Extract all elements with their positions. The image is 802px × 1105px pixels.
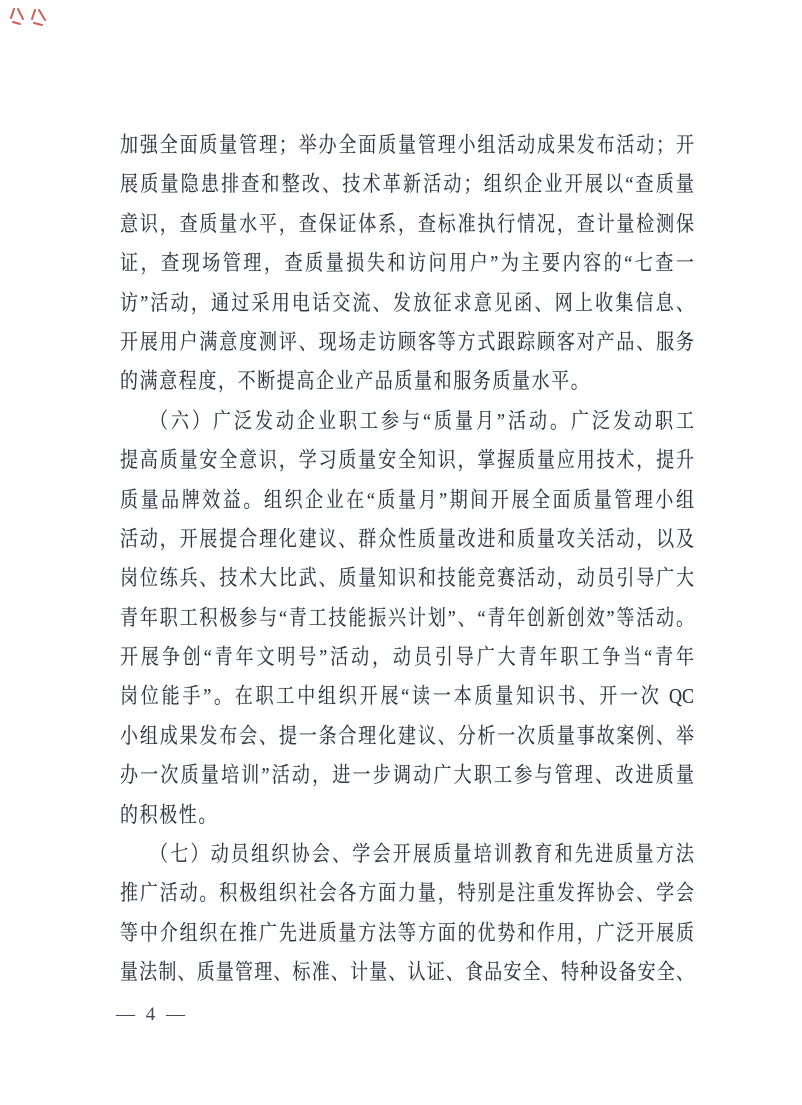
text-line: 活动，开展提合理化建议、群众性质量改进和质量攻关活动，以及 xyxy=(120,526,694,551)
text-line: 访”活动，通过采用电话交流、发放征求意见函、网上收集信息、 xyxy=(120,290,694,315)
text-line: 的积极性。 xyxy=(120,802,218,827)
text-line: 加强全面质量管理；举办全面质量管理小组活动成果发布活动；开 xyxy=(120,132,694,157)
text-line: 办一次质量培训”活动，进一步调动广大职工参与管理、改进质量 xyxy=(120,763,694,788)
text-line: 证，查现场管理，查质量损失和访问用户”为主要内容的“七查一 xyxy=(120,251,694,276)
document-body xyxy=(120,126,694,993)
text-line: （七）动员组织协会、学会开展质量培训教育和先进质量方法 xyxy=(150,841,694,866)
text-line: 的满意程度，不断提高企业产品质量和服务质量水平。 xyxy=(120,369,591,394)
text-line: 青年职工积极参与“青工技能振兴计划”、“青年创新创效”等活动。 xyxy=(120,605,694,630)
text-line: 开展争创“青年文明号”活动，动员引导广大青年职工争当“青年 xyxy=(120,644,694,669)
page-number: — 4 — xyxy=(116,1004,188,1025)
text-line: 意识，查质量水平，查保证体系，查标准执行情况，查计量检测保 xyxy=(120,211,694,236)
text-line: 推广活动。积极组织社会各方面力量，特别是注重发挥协会、学会 xyxy=(120,881,694,906)
text-line: 开展用户满意度测评、现场走访顾客等方式跟踪顾客对产品、服务 xyxy=(120,329,694,354)
text-line: 岗位练兵、技术大比武、质量知识和技能竞赛活动，动员引导广大 xyxy=(120,566,694,591)
text-line: 展质量隐患排查和整改、技术革新活动；组织企业开展以“查质量 xyxy=(120,172,694,197)
text-line: 质量品牌效益。组织企业在“质量月”期间开展全面质量管理小组 xyxy=(120,487,694,512)
text-line: 小组成果发布会、提一条合理化建议、分析一次质量事故案例、举 xyxy=(120,723,694,748)
text-line: 岗位能手”。在职工中组织开展“读一本质量知识书、开一次 QC xyxy=(120,684,694,709)
text-line: 提高质量安全意识，学习质量安全知识，掌握质量应用技术，提升 xyxy=(120,447,694,472)
text-line: 等中介组织在推广先进质量方法等方面的优势和作用，广泛开展质 xyxy=(120,920,694,945)
red-ink-corner-mark-icon xyxy=(8,4,54,30)
text-line: （六）广泛发动企业职工参与“质量月”活动。广泛发动职工 xyxy=(150,408,694,433)
text-line: 量法制、质量管理、标准、计量、认证、食品安全、特种设备安全、 xyxy=(120,960,694,985)
